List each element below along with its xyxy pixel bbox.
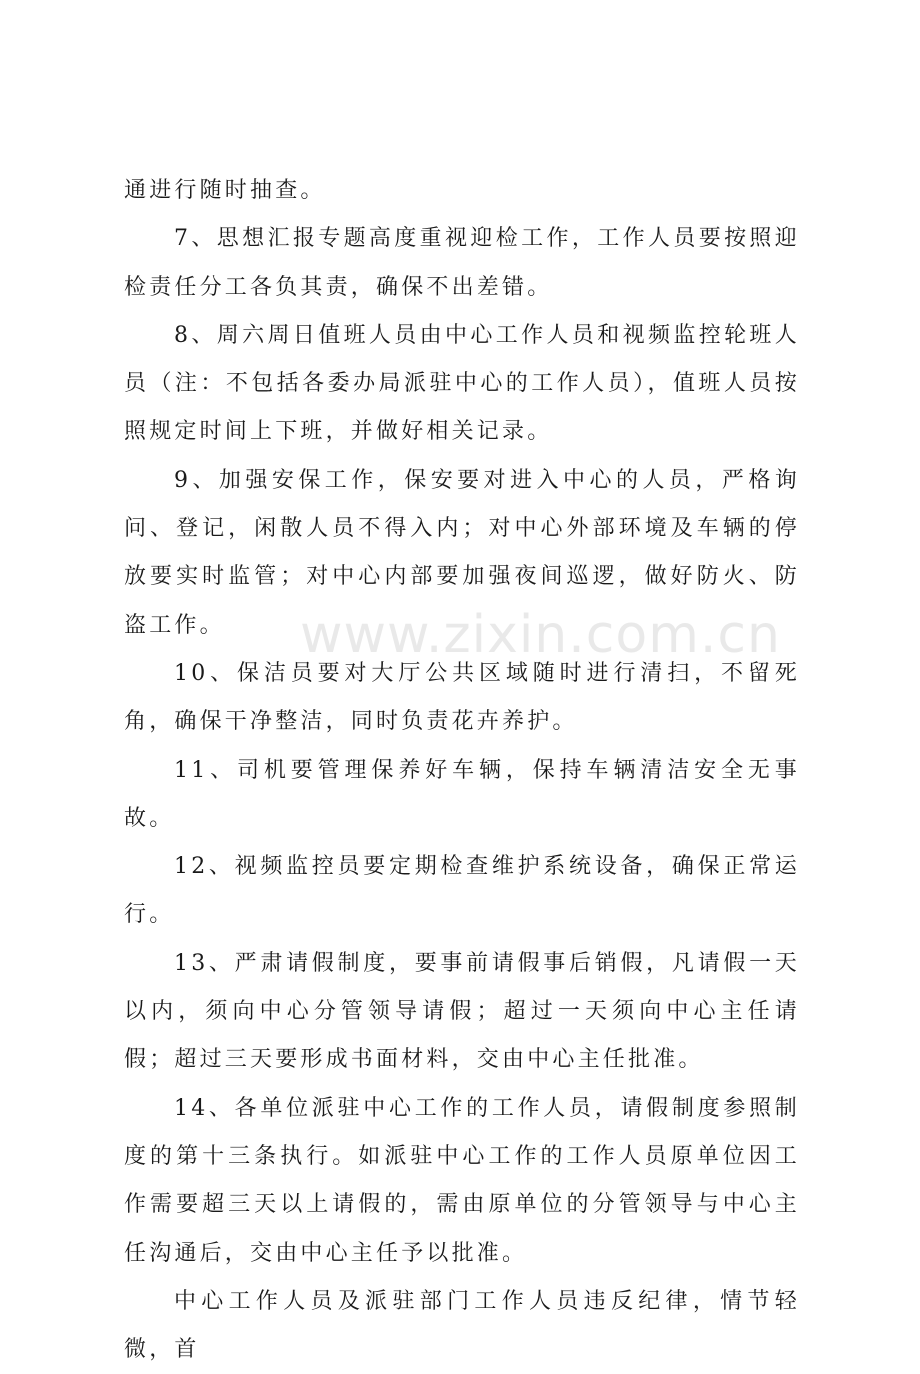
paragraph-continuation: 通进行随时抽查。 [124,178,326,203]
paragraph-item-9: 9、加强安保工作，保安要对进入中心的人员，严格询问、登记，闲散人员不得入内；对中心外部环境及车辆的停放要实时监管；对中心内部要加强夜间巡逻，做好防火、防盗工作。 [124,467,800,638]
paragraph-item-8: 8、周六周日值班人员由中心工作人员和视频监控轮班人员（注：不包括各委办局派驻中心的工作人员），值班人员按照规定时间上下班，并做好相关记录。 [124,322,800,445]
paragraph-item-13: 13、严肃请假制度，要事前请假事后销假，凡请假一天以内，须向中心分管领导请假；超过一天须向中心主任请假；超过三天要形成书面材料，交由中心主任批准。 [124,950,800,1073]
paragraph-discipline: 中心工作人员及派驻部门工作人员违反纪律，情节轻微，首 [124,1288,800,1363]
watermark: www.zixin.com.cn [300,605,781,665]
paragraph-item-11: 11、司机要管理保养好车辆，保持车辆清洁安全无事故。 [124,757,800,831]
paragraph-item-12: 12、视频监控员要定期检查维护系统设备，确保正常运行。 [124,854,800,928]
paragraph-item-14: 14、各单位派驻中心工作的工作人员，请假制度参照制度的第十三条执行。如派驻中心工作的工作人员原单位因工作需要超三天以上请假的，需由原单位的分管领导与中心主任沟通后，交由中心主任予以批准。 [124,1095,800,1266]
paragraph-item-7: 7、思想汇报专题高度重视迎检工作，工作人员要按照迎检责任分工各负其责，确保不出差错。 [124,226,800,300]
paragraph-item-10: 10、保洁员要对大厅公共区域随时进行清扫，不留死角，确保干净整洁，同时负责花卉养护。 [124,660,800,735]
document-body [124,167,800,1374]
